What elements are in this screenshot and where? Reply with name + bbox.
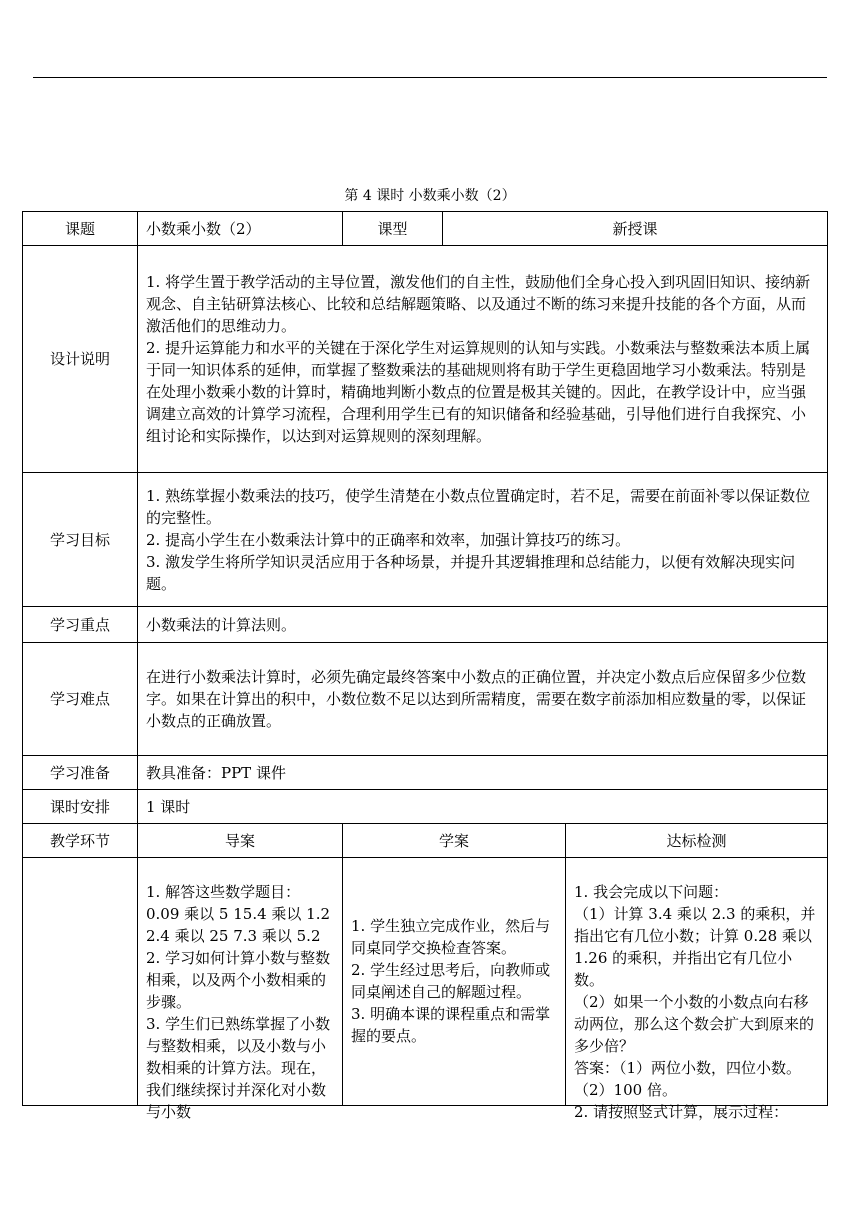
study-content xyxy=(351,859,557,1105)
section-empty-cell xyxy=(23,858,138,1106)
row-teaching-content xyxy=(23,858,828,1106)
check-line: 答案：（1）两位小数，四位小数。（2）100 倍。 xyxy=(574,1058,802,1099)
row-key-point xyxy=(23,607,828,643)
row-preparation xyxy=(23,756,828,790)
design-paragraph: 1. 将学生置于教学活动的主导位置，激发他们的自主性，鼓励他们全身心投入到巩固旧知识、接纳新观念、自主钻研算法核心、比较和总结解题策略、以及通过不断的练习来提升技能的各个方面，从而激活他们的思维动力。 xyxy=(146,273,811,335)
topic-value: 小数乘小数（2） xyxy=(138,212,343,246)
goal-item: 1. 熟练掌握小数乘法的技巧，使学生清楚在小数点位置确定时，若不足，需要在前面补零以保证数位的完整性。 xyxy=(146,486,811,527)
guide-line: 1. 解答这些数学题目： xyxy=(146,882,301,901)
design-paragraph: 2. 提升运算能力和水平的关键在于深化学生对运算规则的认知与实践。小数乘法与整数乘法本质上属于同一知识体系的延伸，而掌握了整数乘法的基础规则将有助于学生更稳固地学习小数乘法。特别是在处理小数乘小数的计算时，精确地判断小数点的位置是极其关键的。因此，在教学设计中，应当强调建立高效的计算学习流程，合理利用学生已有的知识储备和经验基础，引导他们进行自我探究、小组讨论和实际操作，以达到对运算规则的深刻理解。 xyxy=(146,339,811,445)
difficulty-label: 学习难点 xyxy=(23,643,138,756)
guide-line: 3. 学生们已熟练掌握了小数与整数相乘，以及小数与小数相乘的计算方法。现在，我们继续探讨并深化对小数与小数 xyxy=(146,1014,331,1121)
check-header: 达标检测 xyxy=(566,824,828,858)
row-difficulty xyxy=(23,643,828,756)
study-cell xyxy=(343,858,566,1106)
study-line: 3. 明确本课的课程重点和需掌握的要点。 xyxy=(351,1004,551,1045)
difficulty-paragraph: 在进行小数乘法计算时，必须先确定最终答案中小数点的正确位置，并决定小数点后应保留多少位数字。如果在计算出的积中，小数位数不足以达到所需精度，需要在数字前添加相应数量的零，以保证小数点的正确放置。 xyxy=(146,668,807,730)
row-schedule xyxy=(23,790,828,824)
design-content xyxy=(138,246,828,473)
goals-label: 学习目标 xyxy=(23,473,138,607)
document-title: 第 4 课时 小数乘小数（2） xyxy=(344,188,516,204)
goal-item: 3. 激发学生将所学知识灵活应用于各种场景，并提升其逻辑推理和总结能力，以便有效解决现实问题。 xyxy=(146,552,796,593)
schedule-label: 课时安排 xyxy=(23,790,138,824)
check-line: 1. 我会完成以下问题： xyxy=(574,882,729,901)
row-design xyxy=(23,246,828,473)
check-content xyxy=(574,859,819,1121)
lesson-plan-table xyxy=(22,211,828,1121)
header-rule xyxy=(33,77,827,78)
topic-label: 课题 xyxy=(23,212,138,246)
key-value: 小数乘法的计算法则。 xyxy=(138,607,828,643)
row-topic xyxy=(23,212,828,246)
schedule-value: 1 课时 xyxy=(138,790,828,824)
check-line: （2）如果一个小数的小数点向右移动两位，那么这个数会扩大到原来的多少倍？ xyxy=(574,992,815,1055)
study-line: 2. 学生经过思考后，向教师或同桌阐述自己的解题过程。 xyxy=(351,960,551,1001)
guide-line: 2. 学习如何计算小数与整数相乘，以及两个小数相乘的步骤。 xyxy=(146,948,331,1011)
row-goals xyxy=(23,473,828,607)
guide-content xyxy=(146,859,334,1121)
guide-line: 2.4 乘以 25 7.3 乘以 5.2 xyxy=(146,926,321,945)
goals-content xyxy=(138,473,828,607)
goal-item: 2. 提高小学生在小数乘法计算中的正确率和效率，加强计算技巧的练习。 xyxy=(146,530,631,549)
type-value: 新授课 xyxy=(443,212,828,246)
type-label: 课型 xyxy=(343,212,443,246)
study-line: 1. 学生独立完成作业，然后与同桌同学交换检查答案。 xyxy=(351,916,551,957)
difficulty-content xyxy=(138,643,828,756)
key-label: 学习重点 xyxy=(23,607,138,643)
study-header: 学案 xyxy=(343,824,566,858)
guide-header: 导案 xyxy=(138,824,343,858)
prep-label: 学习准备 xyxy=(23,756,138,790)
section-label: 教学环节 xyxy=(23,824,138,858)
design-label: 设计说明 xyxy=(23,246,138,473)
check-cell xyxy=(566,858,828,1121)
check-line: （1）计算 3.4 乘以 2.3 的乘积，并指出它有几位小数；计算 0.28 乘以 1.26 的乘积，并指出它有几位小数。 xyxy=(574,904,816,989)
guide-line: 0.09 乘以 5 15.4 乘以 1.2 xyxy=(146,904,331,923)
guide-cell xyxy=(138,858,343,1121)
check-line: 2. 请按照竖式计算，展示过程： xyxy=(574,1102,789,1121)
prep-value: 教具准备：PPT 课件 xyxy=(138,756,828,790)
row-section-headers xyxy=(23,824,828,858)
